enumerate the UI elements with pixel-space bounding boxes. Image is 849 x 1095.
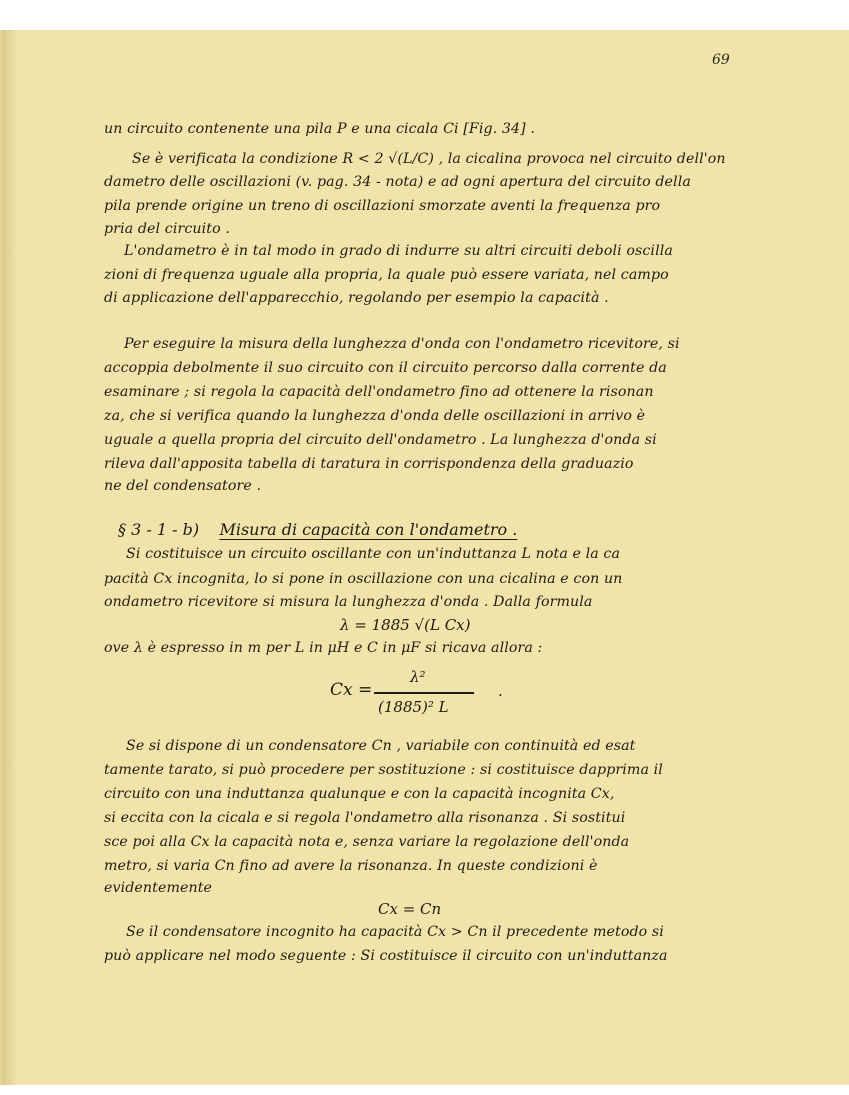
text-line: ove λ è espresso in m per L in μH e C in μF si ricava allora : bbox=[104, 640, 543, 656]
text-line: rileva dall'apposita tabella di taratura in corrispondenza della graduazio bbox=[104, 456, 634, 472]
formula-lhs: Cx = bbox=[330, 680, 373, 700]
equality-formula: Cx = Cn bbox=[378, 900, 442, 918]
text-line: dametro delle oscillazioni (v. pag. 34 - nota) e ad ogni apertura del circuito della bbox=[104, 174, 691, 190]
text-line: circuito con una induttanza qualunque e con la capacità incognita Cx, bbox=[104, 786, 615, 802]
text-line: un circuito contenente una pila P e una cicala Ci [Fig. 34] . bbox=[104, 121, 536, 137]
page-number: 69 bbox=[712, 52, 730, 68]
text-line: pacità Cx incognita, lo si pone in oscillazione con una cicalina e con un bbox=[104, 571, 623, 587]
section-title: Misura di capacità con l'ondametro . bbox=[219, 520, 518, 539]
text-line: pila prende origine un treno di oscillazioni smorzate aventi la frequenza pro bbox=[104, 198, 661, 214]
section-heading bbox=[118, 520, 517, 539]
text-line: tamente tarato, si può procedere per sostituzione : si costituisce dapprima il bbox=[104, 762, 663, 778]
wavelength-formula: λ = 1885 √(L Cx) bbox=[340, 616, 471, 634]
formula-trailing: . bbox=[498, 682, 503, 700]
text-line: sce poi alla Cx la capacità nota e, senza variare la regolazione dell'onda bbox=[104, 834, 630, 850]
text-line: Si costituisce un circuito oscillante con un'induttanza L nota e la ca bbox=[126, 546, 621, 562]
text-line: di applicazione dell'apparecchio, regolando per esempio la capacità . bbox=[104, 290, 609, 306]
page-fold-shadow bbox=[2, 30, 16, 1085]
text-line: accoppia debolmente il suo circuito con il circuito percorso dalla corrente da bbox=[104, 360, 667, 376]
text-line: Se si dispone di un condensatore Cn , variabile con continuità ed esat bbox=[126, 738, 636, 754]
text-line: ne del condensatore . bbox=[104, 478, 262, 494]
text-line: L'ondametro è in tal modo in grado di indurre su altri circuiti deboli oscilla bbox=[124, 243, 673, 259]
fraction-bar bbox=[374, 692, 474, 694]
text-line: Se il condensatore incognito ha capacità Cx > Cn il precedente metodo si bbox=[126, 924, 664, 940]
text-line: Per eseguire la misura della lunghezza d'onda con l'ondametro ricevitore, si bbox=[124, 336, 680, 352]
text-line: zioni di frequenza uguale alla propria, la quale può essere variata, nel campo bbox=[104, 267, 669, 283]
text-line: za, che si verifica quando la lunghezza d'onda delle oscillazioni in arrivo è bbox=[104, 408, 646, 424]
formula-numerator: λ² bbox=[410, 668, 426, 686]
text-line: uguale a quella propria del circuito dell'ondametro . La lunghezza d'onda si bbox=[104, 432, 657, 448]
text-line: può applicare nel modo seguente : Si costituisce il circuito con un'induttanza bbox=[104, 948, 668, 964]
text-line: si eccita con la cicala e si regola l'ondametro alla risonanza . Si sostitui bbox=[104, 810, 626, 826]
text-line: ondametro ricevitore si misura la lunghezza d'onda . Dalla formula bbox=[104, 594, 593, 610]
section-number: § 3 - 1 - b) bbox=[118, 520, 200, 539]
capacity-formula bbox=[330, 668, 520, 728]
text-line: evidentemente bbox=[104, 880, 213, 896]
text-line: metro, si varia Cn fino ad avere la risonanza. In queste condizioni è bbox=[104, 858, 598, 874]
text-line: pria del circuito . bbox=[104, 221, 230, 237]
formula-denominator: (1885)² L bbox=[378, 698, 449, 716]
text-line: Se è verificata la condizione R < 2 √(L/C) , la cicalina provoca nel circuito dell'on bbox=[132, 151, 726, 167]
text-line: esaminare ; si regola la capacità dell'ondametro fino ad ottenere la risonan bbox=[104, 384, 654, 400]
